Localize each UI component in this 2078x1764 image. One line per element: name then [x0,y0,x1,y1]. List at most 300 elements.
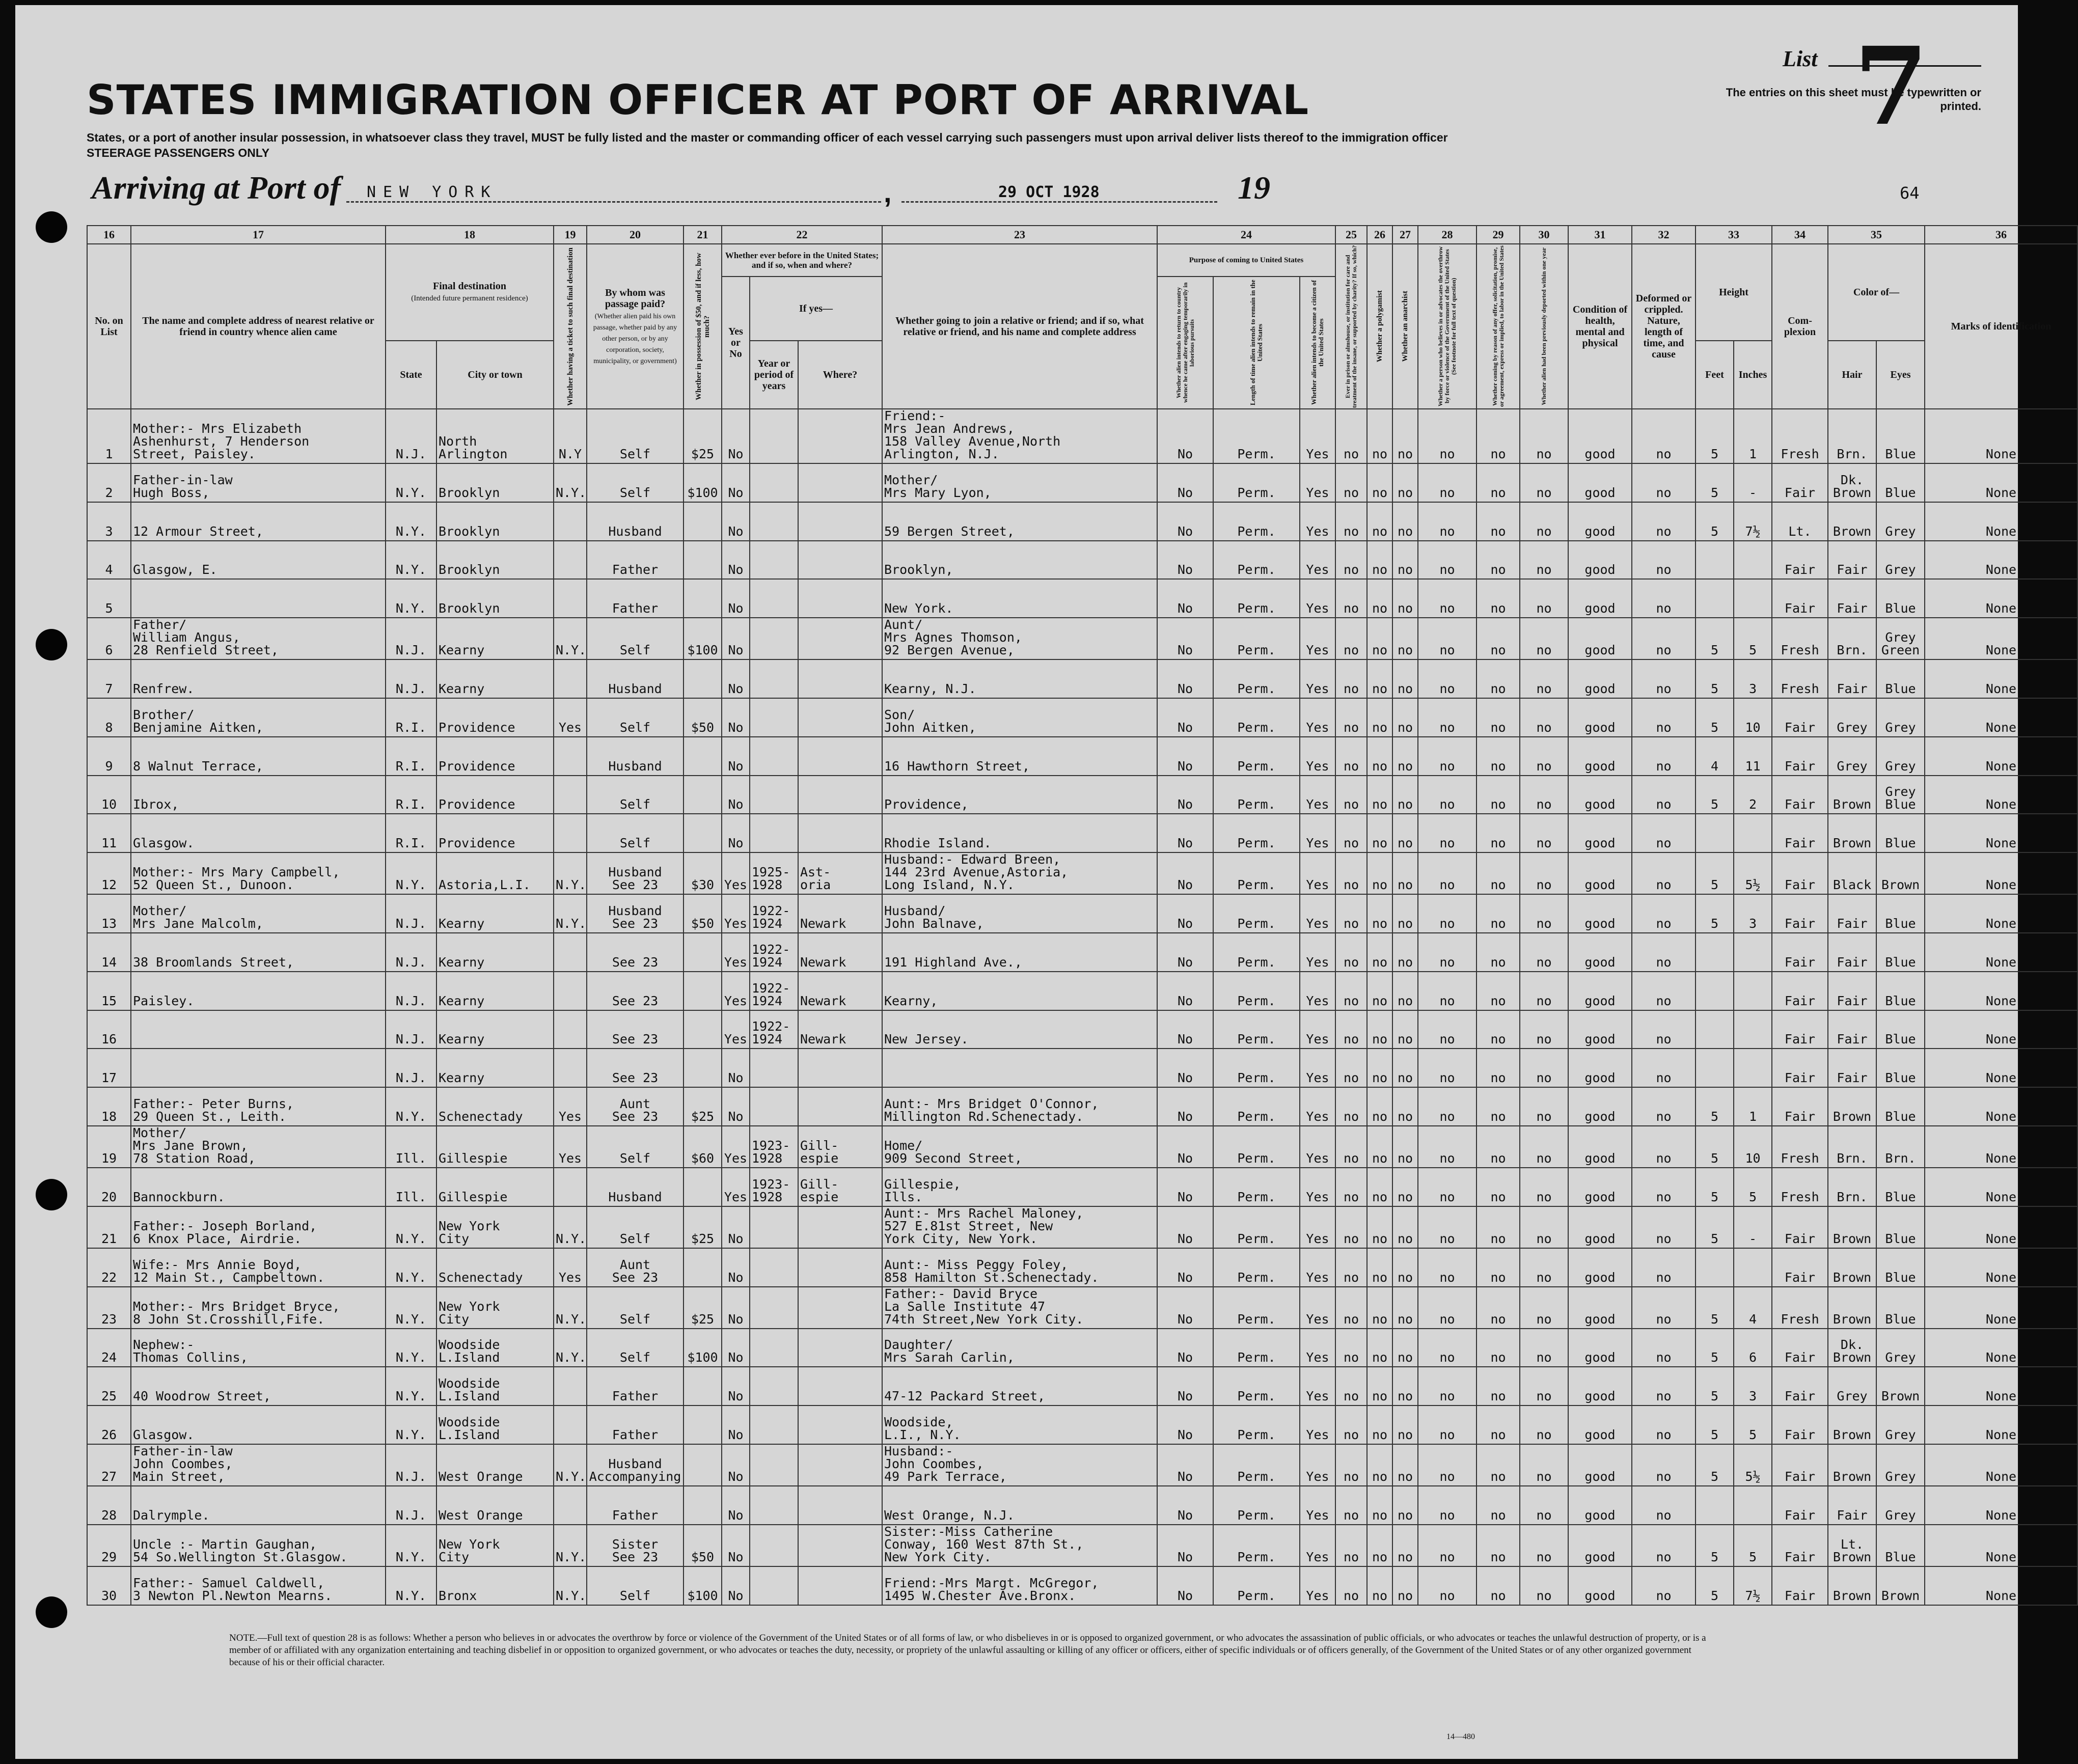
purpose-cell: No [1157,1206,1213,1248]
passage-paid: Self [587,618,683,659]
row-number: 3 [87,502,131,541]
complexion-cell: Fair [1772,1329,1828,1367]
q30-cell: no [1520,618,1568,659]
q28-cell: no [1418,1010,1477,1049]
header-if-yes: If yes— [750,277,882,341]
height-feet: 5 [1696,1329,1734,1367]
ticket-cell [554,502,587,541]
polygamist-cell: no [1367,1049,1392,1087]
ever-before-cell: No [722,579,750,618]
passage-paid: Self [587,1329,683,1367]
height-feet [1696,1049,1734,1087]
q29-cell: no [1477,659,1520,698]
eye-color: Blue [1876,409,1925,463]
header-deformed: Deformed or crippled. Nature, length of time, and cause [1632,244,1696,409]
length-of-stay: Perm. [1213,972,1300,1010]
passage-paid: Self [587,1206,683,1248]
hair-color: Brown [1828,1287,1876,1329]
q29-cell: no [1477,1168,1520,1206]
joining-address: Rhodie Island. [882,814,1157,852]
complexion-cell: Fair [1772,698,1828,737]
relative-address: 8 Walnut Terrace, [131,737,386,776]
ever-before-cell: No [722,463,750,502]
deformed-cell: no [1632,463,1696,502]
punch-hole [36,1596,67,1628]
anarchist-cell: no [1392,1566,1418,1605]
table-row [87,579,2077,618]
height-inches: 4 [1734,1287,1772,1329]
deformed-cell: no [1632,1405,1696,1444]
marks-cell: None [1925,1444,2077,1486]
height-feet: 5 [1696,1525,1734,1566]
purpose-cell: No [1157,1087,1213,1126]
table-row [87,541,2077,580]
relative-address: Mother:- Mrs Bridget Bryce, 8 John St.Crosshill,Fife. [131,1287,386,1329]
destination-state: N.Y. [386,1525,436,1566]
q28-cell: no [1418,409,1477,463]
relative-address: Mother:- Mrs Elizabeth Ashenhurst, 7 Henderson Street, Paisley. [131,409,386,463]
column-number: 22 [722,226,882,244]
row-number: 2 [87,463,131,502]
q30-cell: no [1520,579,1568,618]
table-row [87,1566,2077,1605]
hair-color: Fair [1828,659,1876,698]
destination-state: N.Y. [386,579,436,618]
complexion-cell: Fair [1772,972,1828,1010]
height-feet: 5 [1696,1206,1734,1248]
health-cell: good [1568,1248,1632,1287]
marks-cell: None [1925,1010,2077,1049]
length-of-stay: Perm. [1213,463,1300,502]
citizen-cell: Yes [1300,541,1335,580]
row-number: 22 [87,1248,131,1287]
table-row [87,1010,2077,1049]
complexion-cell: Fair [1772,894,1828,933]
length-of-stay: Perm. [1213,776,1300,814]
complexion-cell: Fresh [1772,659,1828,698]
anarchist-cell: no [1392,1168,1418,1206]
period-cell [750,659,798,698]
hair-color: Brn. [1828,618,1876,659]
ever-before-cell: No [722,409,750,463]
anarchist-cell: no [1392,894,1418,933]
length-of-stay: Perm. [1213,1168,1300,1206]
citizen-cell: Yes [1300,1486,1335,1525]
table-row [87,1405,2077,1444]
health-cell: good [1568,933,1632,972]
deformed-cell: no [1632,1206,1696,1248]
row-number: 1 [87,409,131,463]
marks-cell: None [1925,1087,2077,1126]
health-cell: good [1568,1010,1632,1049]
money-cell: $100 [683,618,722,659]
header-period: Year or period of years [750,341,798,409]
anarchist-cell: no [1392,1329,1418,1367]
destination-city: Kearny [436,972,554,1010]
header-length-stay: Length of time alien intends to remain in the United States [1213,277,1300,409]
length-of-stay: Perm. [1213,618,1300,659]
citizen-cell: Yes [1300,1444,1335,1486]
marks-cell: None [1925,933,2077,972]
anarchist-cell: no [1392,1206,1418,1248]
period-cell [750,1405,798,1444]
passage-paid: See 23 [587,933,683,972]
header-row [87,244,2077,277]
purpose-cell: No [1157,1049,1213,1087]
anarchist-cell: no [1392,409,1418,463]
money-cell: $100 [683,1329,722,1367]
polygamist-cell: no [1367,463,1392,502]
table-row [87,618,2077,659]
money-cell [683,933,722,972]
q28-cell: no [1418,1367,1477,1405]
destination-state: N.Y. [386,852,436,894]
destination-city: Woodside L.Island [436,1367,554,1405]
complexion-cell: Fair [1772,1087,1828,1126]
where-cell: Newark [798,894,882,933]
period-cell: 1922- 1924 [750,972,798,1010]
deformed-cell: no [1632,1444,1696,1486]
ticket-cell: Yes [554,1087,587,1126]
anarchist-cell: no [1392,1525,1418,1566]
ticket-cell: N.Y. [554,1444,587,1486]
destination-state: N.Y. [386,463,436,502]
row-number: 6 [87,618,131,659]
complexion-cell: Fair [1772,579,1828,618]
q30-cell: no [1520,1329,1568,1367]
prison-cell: no [1335,972,1367,1010]
health-cell: good [1568,698,1632,737]
q28-cell: no [1418,737,1477,776]
complexion-cell: Fair [1772,1405,1828,1444]
header-state: State [386,341,436,409]
where-cell [798,1367,882,1405]
header-final-destination: Final destination (Intended future permanent residence) [386,244,554,341]
period-cell [750,1087,798,1126]
destination-state: N.J. [386,409,436,463]
joining-address: 16 Hawthorn Street, [882,737,1157,776]
column-number: 30 [1520,226,1568,244]
ever-before-cell: No [722,776,750,814]
where-cell [798,409,882,463]
q29-cell: no [1477,1367,1520,1405]
q30-cell: no [1520,1405,1568,1444]
passage-paid: Father [587,541,683,580]
joining-address: 47-12 Packard Street, [882,1367,1157,1405]
ever-before-cell: No [722,1087,750,1126]
period-cell [750,618,798,659]
ever-before-cell: No [722,541,750,580]
column-number: 36 [1925,226,2077,244]
destination-city: Schenectady [436,1248,554,1287]
eye-color: Grey Green [1876,618,1925,659]
column-number: 25 [1335,226,1367,244]
destination-city: Kearny [436,618,554,659]
relative-address: Father-in-law John Coombes, Main Street, [131,1444,386,1486]
passage-paid: Husband [587,737,683,776]
where-cell [798,1329,882,1367]
relative-address: Glasgow, E. [131,541,386,580]
hair-color: Fair [1828,1010,1876,1049]
period-cell [750,1206,798,1248]
ticket-cell [554,1168,587,1206]
header-height: Height [1696,244,1772,341]
length-of-stay: Perm. [1213,1206,1300,1248]
destination-state: N.Y. [386,1329,436,1367]
health-cell: good [1568,1126,1632,1168]
header-inches: Inches [1734,341,1772,409]
header-anarchist: Whether an anarchist [1392,244,1418,409]
where-cell [798,1049,882,1087]
table-row [87,1126,2077,1168]
ticket-cell [554,972,587,1010]
where-cell [798,618,882,659]
q29-cell: no [1477,1405,1520,1444]
marks-cell: None [1925,1168,2077,1206]
q29-cell: no [1477,1049,1520,1087]
height-inches: 5 [1734,618,1772,659]
where-cell [798,541,882,580]
row-number: 29 [87,1525,131,1566]
period-cell: 1923- 1928 [750,1126,798,1168]
health-cell: good [1568,1287,1632,1329]
length-of-stay: Perm. [1213,852,1300,894]
citizen-cell: Yes [1300,1049,1335,1087]
height-feet: 4 [1696,737,1734,776]
health-cell: good [1568,1525,1632,1566]
form-number: 14—480 [1446,1732,1475,1741]
anarchist-cell: no [1392,933,1418,972]
row-number: 9 [87,737,131,776]
joining-address: Kearny, N.J. [882,659,1157,698]
purpose-cell: No [1157,1168,1213,1206]
health-cell: good [1568,1405,1632,1444]
row-number: 24 [87,1329,131,1367]
deformed-cell: no [1632,1087,1696,1126]
relative-address: Nephew:- Thomas Collins, [131,1329,386,1367]
money-cell: $60 [683,1126,722,1168]
eye-color: Grey [1876,1329,1925,1367]
health-cell: good [1568,1206,1632,1248]
q29-cell: no [1477,1444,1520,1486]
complexion-cell: Fresh [1772,1168,1828,1206]
period-cell [750,1486,798,1525]
height-inches: 5½ [1734,1444,1772,1486]
polygamist-cell: no [1367,1126,1392,1168]
q30-cell: no [1520,1248,1568,1287]
citizen-cell: Yes [1300,1329,1335,1367]
relative-address: Glasgow. [131,1405,386,1444]
hair-color: Brown [1828,1444,1876,1486]
anarchist-cell: no [1392,814,1418,852]
destination-city: Astoria,L.I. [436,852,554,894]
header-relative: The name and complete address of nearest relative or friend in country whence alien came [131,244,386,409]
table-row [87,409,2077,463]
height-inches: 3 [1734,659,1772,698]
citizen-cell: Yes [1300,1525,1335,1566]
arriving-label: Arriving at Port of [92,170,341,206]
height-feet [1696,1248,1734,1287]
complexion-cell: Fair [1772,852,1828,894]
length-of-stay: Perm. [1213,1566,1300,1605]
hair-color: Fair [1828,894,1876,933]
destination-state: N.Y. [386,541,436,580]
ticket-cell [554,1486,587,1525]
row-number: 14 [87,933,131,972]
citizen-cell: Yes [1300,1010,1335,1049]
money-cell: $50 [683,894,722,933]
height-inches: 3 [1734,1367,1772,1405]
where-cell: Gill- espie [798,1168,882,1206]
ever-before-cell: Yes [722,1126,750,1168]
destination-state: R.I. [386,737,436,776]
height-inches: 5 [1734,1168,1772,1206]
port-of-arrival: NEW YORK [367,183,498,201]
citizen-cell: Yes [1300,1367,1335,1405]
anarchist-cell: no [1392,1049,1418,1087]
header-money: Whether in possession of $50, and if less, how much? [683,244,722,409]
joining-address: 59 Bergen Street, [882,502,1157,541]
height-inches: - [1734,463,1772,502]
joining-address: Friend:-Mrs Margt. McGregor, 1495 W.Chester Ave.Bronx. [882,1566,1157,1605]
passage-paid: Father [587,1367,683,1405]
joining-address: Husband/ John Balnave, [882,894,1157,933]
polygamist-cell: no [1367,1444,1392,1486]
manifest-body [87,409,2077,1605]
prison-cell: no [1335,1206,1367,1248]
q29-cell: no [1477,852,1520,894]
length-of-stay: Perm. [1213,1287,1300,1329]
ticket-cell: Yes [554,698,587,737]
date-line [901,201,1217,203]
where-cell [798,1206,882,1248]
length-of-stay: Perm. [1213,409,1300,463]
header-prison: Ever in prison or almshouse, or institution for care and treatment of the insane, or supported by charity? If so, which? [1335,244,1367,409]
length-of-stay: Perm. [1213,579,1300,618]
height-inches: 3 [1734,894,1772,933]
prison-cell: no [1335,1486,1367,1525]
q30-cell: no [1520,1287,1568,1329]
row-number: 7 [87,659,131,698]
table-row [87,502,2077,541]
q30-cell: no [1520,463,1568,502]
citizen-cell: Yes [1300,1405,1335,1444]
row-number: 17 [87,1049,131,1087]
height-inches [1734,1010,1772,1049]
deformed-cell: no [1632,894,1696,933]
citizen-cell: Yes [1300,1168,1335,1206]
marks-cell: None [1925,1126,2077,1168]
height-inches: 11 [1734,737,1772,776]
q30-cell: no [1520,776,1568,814]
health-cell: good [1568,1367,1632,1405]
ticket-cell: N.Y. [554,463,587,502]
row-number: 12 [87,852,131,894]
manifest-table [87,225,2078,1606]
height-inches [1734,1049,1772,1087]
q30-cell: no [1520,1168,1568,1206]
purpose-cell: No [1157,1287,1213,1329]
column-number: 28 [1418,226,1477,244]
where-cell: Newark [798,933,882,972]
height-feet: 5 [1696,409,1734,463]
ticket-cell: N.Y [554,409,587,463]
q28-cell: no [1418,502,1477,541]
ticket-cell [554,776,587,814]
where-cell: Ast- oria [798,852,882,894]
destination-city: Kearny [436,894,554,933]
height-feet: 5 [1696,502,1734,541]
height-feet: 5 [1696,1566,1734,1605]
destination-city: Brooklyn [436,579,554,618]
hair-color: Fair [1828,541,1876,580]
eye-color: Blue [1876,972,1925,1010]
prison-cell: no [1335,409,1367,463]
anarchist-cell: no [1392,659,1418,698]
joining-address: Woodside, L.I., N.Y. [882,1405,1157,1444]
row-number: 19 [87,1126,131,1168]
header-ticket: Whether having a ticket to such final destination [554,244,587,409]
anarchist-cell: no [1392,1087,1418,1126]
period-cell [750,737,798,776]
punch-hole [36,629,67,660]
purpose-cell: No [1157,1566,1213,1605]
deformed-cell: no [1632,1248,1696,1287]
destination-city: Kearny [436,933,554,972]
money-cell [683,659,722,698]
q29-cell: no [1477,1525,1520,1566]
health-cell: good [1568,852,1632,894]
where-cell [798,1087,882,1126]
height-feet: 5 [1696,1126,1734,1168]
period-cell: 1925- 1928 [750,852,798,894]
health-cell: good [1568,1486,1632,1525]
hair-color: Dk. Brown [1828,463,1876,502]
ticket-cell: N.Y. [554,1329,587,1367]
polygamist-cell: no [1367,409,1392,463]
money-cell [683,814,722,852]
destination-state: N.J. [386,1444,436,1486]
hair-color: Dk. Brown [1828,1329,1876,1367]
q28-cell: no [1418,1206,1477,1248]
marks-cell: None [1925,972,2077,1010]
marks-cell: None [1925,1486,2077,1525]
height-feet: 5 [1696,1168,1734,1206]
page-number: 64 [1900,183,1920,203]
joining-address: Aunt/ Mrs Agnes Thomson, 92 Bergen Avenue, [882,618,1157,659]
anarchist-cell: no [1392,502,1418,541]
destination-state: N.J. [386,933,436,972]
q30-cell: no [1520,1525,1568,1566]
health-cell: good [1568,737,1632,776]
anarchist-cell: no [1392,1126,1418,1168]
deformed-cell: no [1632,933,1696,972]
destination-state: N.J. [386,1486,436,1525]
relative-address: Mother/ Mrs Jane Malcolm, [131,894,386,933]
health-cell: good [1568,463,1632,502]
destination-state: N.Y. [386,1087,436,1126]
polygamist-cell: no [1367,814,1392,852]
destination-city: Gillespie [436,1168,554,1206]
header-ever-before: Whether ever before in the United States; and if so, when and where? [722,244,882,277]
ticket-cell: N.Y. [554,1566,587,1605]
relative-address: Wife:- Mrs Annie Boyd, 12 Main St., Campbeltown. [131,1248,386,1287]
q29-cell: no [1477,737,1520,776]
header-joining: Whether going to join a relative or friend; and if so, what relative or friend, and his name and complete address [882,244,1157,409]
anarchist-cell: no [1392,776,1418,814]
health-cell: good [1568,659,1632,698]
q28-cell: no [1418,463,1477,502]
